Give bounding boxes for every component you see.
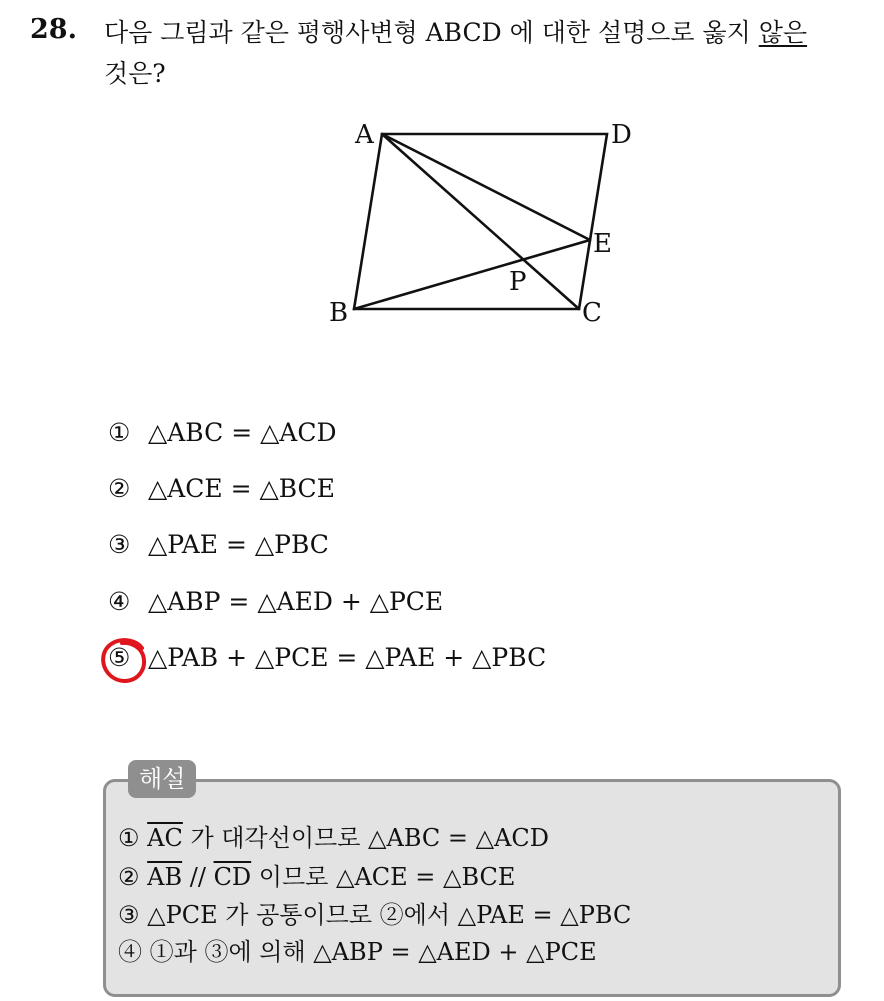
choice-number: ① xyxy=(108,418,131,447)
choice-2[interactable] xyxy=(108,474,335,503)
explanation-line-4 xyxy=(118,932,597,967)
choice-text: △ACE = △BCE xyxy=(148,474,335,503)
explanation-text: ①과 ③에 의해 △ABP = △AED + △PCE xyxy=(149,938,597,966)
parallel-symbol: // xyxy=(182,863,214,891)
choice-number: ④ xyxy=(108,587,131,616)
choice-number: ② xyxy=(108,474,131,503)
parallelogram-figure xyxy=(0,0,884,360)
underlined-keyword: 않은 xyxy=(758,18,808,47)
segment-notation: $\overline{CD}$ xyxy=(213,863,252,891)
label-e: E xyxy=(593,229,612,259)
choice-number: ③ xyxy=(108,530,131,559)
step-number: ③ xyxy=(118,901,140,929)
choice-text: △ABP = △AED + △PCE xyxy=(148,587,444,616)
label-c: C xyxy=(582,298,602,328)
label-d: D xyxy=(611,120,632,150)
label-a: A xyxy=(355,120,374,150)
choice-5[interactable] xyxy=(108,643,546,672)
choice-1[interactable] xyxy=(108,418,337,447)
choice-4[interactable] xyxy=(108,587,443,616)
segment-notation: $\overline{AC}$ xyxy=(147,824,183,852)
explanation-line-2 xyxy=(118,857,515,892)
explanation-line-1 xyxy=(118,818,549,853)
choice-text: △PAB + △PCE = △PAE + △PBC xyxy=(148,643,547,672)
choice-number: ⑤ xyxy=(108,643,131,672)
segment-ac xyxy=(382,134,579,309)
segment-ae xyxy=(382,134,590,240)
explanation-text: 가 대각선이므로 △ABC = △ACD xyxy=(182,824,550,852)
step-number: ④ xyxy=(118,938,142,966)
label-b: B xyxy=(329,298,349,328)
explanation-text: △PCE 가 공통이므로 ②에서 △PAE = △PBC xyxy=(147,901,632,929)
segment-be xyxy=(354,240,590,309)
answer-circle-mark xyxy=(98,634,150,686)
step-number: ① xyxy=(118,824,140,852)
segment-notation: $\overline{AB}$ xyxy=(147,863,183,891)
question-number: 28. xyxy=(30,14,77,45)
question-text-line2: 것은? xyxy=(104,59,166,88)
choice-text: △PAE = △PBC xyxy=(148,530,329,559)
explanation-text: 이므로 △ACE = △BCE xyxy=(251,863,516,891)
explanation-line-3 xyxy=(118,895,631,930)
choice-3[interactable] xyxy=(108,530,329,559)
explanation-tag: 해설 xyxy=(128,760,196,798)
question-text: 다음 그림과 같은 평행사변형 ABCD 에 대한 설명으로 옳지 xyxy=(104,18,759,47)
step-number: ② xyxy=(118,863,140,891)
label-p: P xyxy=(509,267,527,297)
choice-text: △ABC = △ACD xyxy=(148,418,337,447)
